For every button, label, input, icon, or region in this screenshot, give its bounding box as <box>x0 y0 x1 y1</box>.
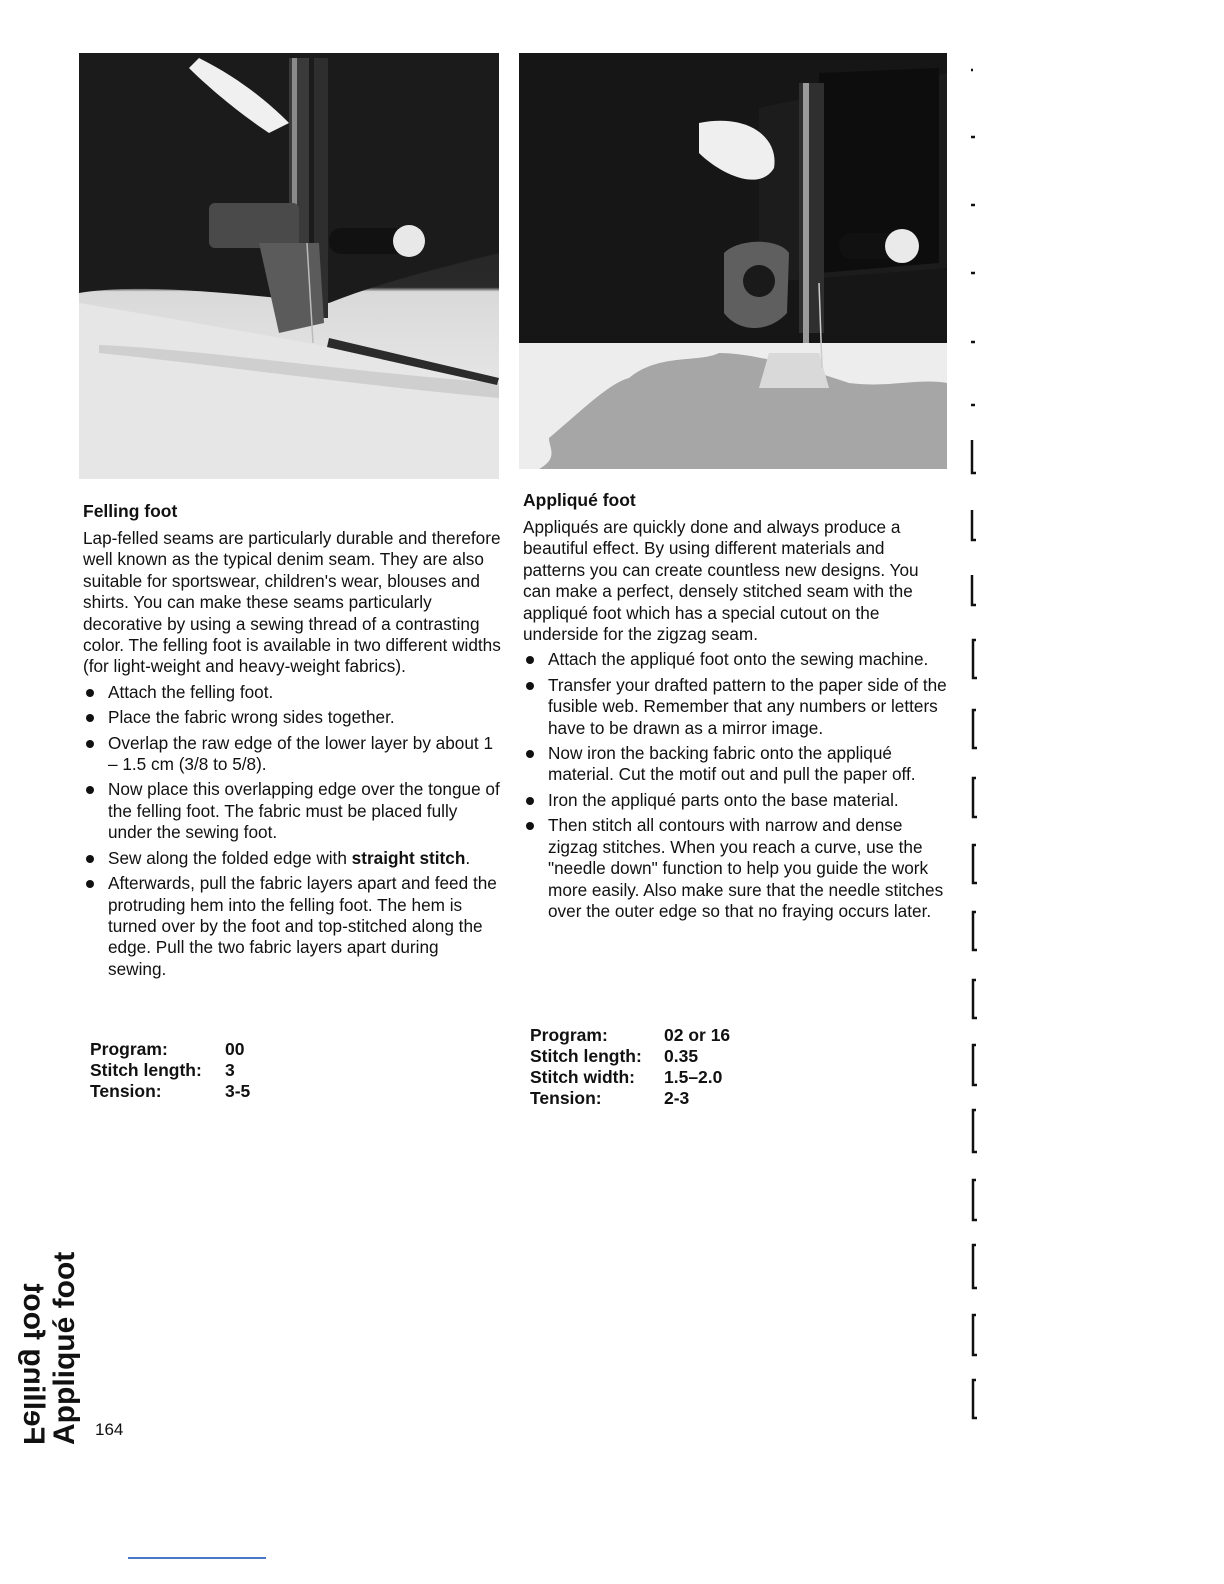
straight-stitch-term: straight stitch <box>351 847 466 868</box>
applique-settings <box>530 1025 730 1109</box>
applique-heading: Appliqué foot <box>523 490 636 510</box>
applique-intro: Appliqués are quickly done and always produce a beautiful effect. By using different materials and patterns you can create countless new designs. You can make a perfect, densely stitched seam with the appliqué foot which has a special cutout on the underside for the zigzag seam. <box>523 517 919 645</box>
felling-foot-section <box>83 500 501 980</box>
page-number: 164 <box>95 1420 124 1439</box>
setting-value: 02 or 16 <box>664 1025 731 1045</box>
setting-label: Program: <box>530 1025 608 1045</box>
setting-value: 0.35 <box>664 1046 699 1066</box>
bottom-rule <box>128 1557 266 1559</box>
felling-step: Attach the felling foot. <box>83 682 501 703</box>
applique-step: Then stitch all contours with narrow and dense zigzag stitches. When you reach a curve, use the "needle down" function to help you guide the work more easily. Also make sure that the needle stitches over the outer edge so that no fraying occurs later. <box>523 815 948 922</box>
felling-foot-photo <box>79 53 499 479</box>
felling-step: Overlap the raw edge of the lower layer by about 1 – 1.5 cm (3/8 to 5/8). <box>83 733 501 776</box>
felling-intro: Lap-felled seams are particularly durable and therefore well known as the typical denim seam. They are also suitable for sportswear, children's wear, blouses and shirts. You can make these seams particularly decorative by using a sewing thread of a contrasting color. The felling foot is available in two different widths (for light-weight and heavy-weight fabrics). <box>83 528 501 677</box>
felling-step <box>83 848 501 869</box>
setting-value: 1.5–2.0 <box>664 1067 723 1087</box>
setting-label: Stitch width: <box>530 1067 635 1087</box>
setting-label: Stitch length: <box>530 1046 642 1066</box>
settings-row <box>90 1081 250 1102</box>
setting-label: Tension: <box>90 1081 162 1101</box>
felling-step-text: Sew along the folded edge with <box>108 847 352 868</box>
felling-step: Afterwards, pull the fabric layers apart and feed the protruding hem into the felling foot. The hem is turned over by the foot and top-stitched along the edge. Pull the two fabric layers apart during sewing. <box>83 873 501 980</box>
applique-foot-section <box>523 489 948 922</box>
setting-value: 2-3 <box>664 1088 690 1108</box>
settings-row <box>530 1067 730 1088</box>
setting-label: Stitch length: <box>90 1060 202 1080</box>
applique-foot-photo <box>519 53 947 469</box>
chapter-side-tab <box>18 1252 80 1445</box>
setting-value: 00 <box>225 1039 245 1059</box>
settings-row <box>90 1060 250 1081</box>
side-tab-felling: Felling foot <box>17 1283 50 1445</box>
felling-step: Now place this overlapping edge over the tongue of the felling foot. The fabric must be placed fully under the sewing foot. <box>83 779 501 843</box>
setting-label: Tension: <box>530 1088 602 1108</box>
felling-steps <box>83 682 501 980</box>
felling-step-end: . <box>465 847 471 868</box>
settings-row <box>530 1025 730 1046</box>
settings-row <box>90 1039 250 1060</box>
settings-row <box>530 1088 730 1109</box>
applique-step: Iron the appliqué parts onto the base material. <box>523 790 948 811</box>
felling-step: Place the fabric wrong sides together. <box>83 707 501 728</box>
setting-label: Program: <box>90 1039 168 1059</box>
side-tab-applique: Appliqué foot <box>48 1251 81 1445</box>
setting-value: 3-5 <box>225 1081 251 1101</box>
felling-settings <box>90 1039 250 1102</box>
applique-step: Attach the appliqué foot onto the sewing machine. <box>523 649 948 670</box>
applique-steps <box>523 649 948 922</box>
felling-heading: Felling foot <box>83 501 178 521</box>
applique-step: Now iron the backing fabric onto the appliqué material. Cut the motif out and pull the paper off. <box>523 743 948 786</box>
settings-row <box>530 1046 730 1067</box>
setting-value: 3 <box>225 1060 235 1080</box>
applique-step: Transfer your drafted pattern to the paper side of the fusible web. Remember that any numbers or letters have to be drawn as a mirror image. <box>523 675 948 739</box>
page-edge-marks <box>956 60 996 1420</box>
